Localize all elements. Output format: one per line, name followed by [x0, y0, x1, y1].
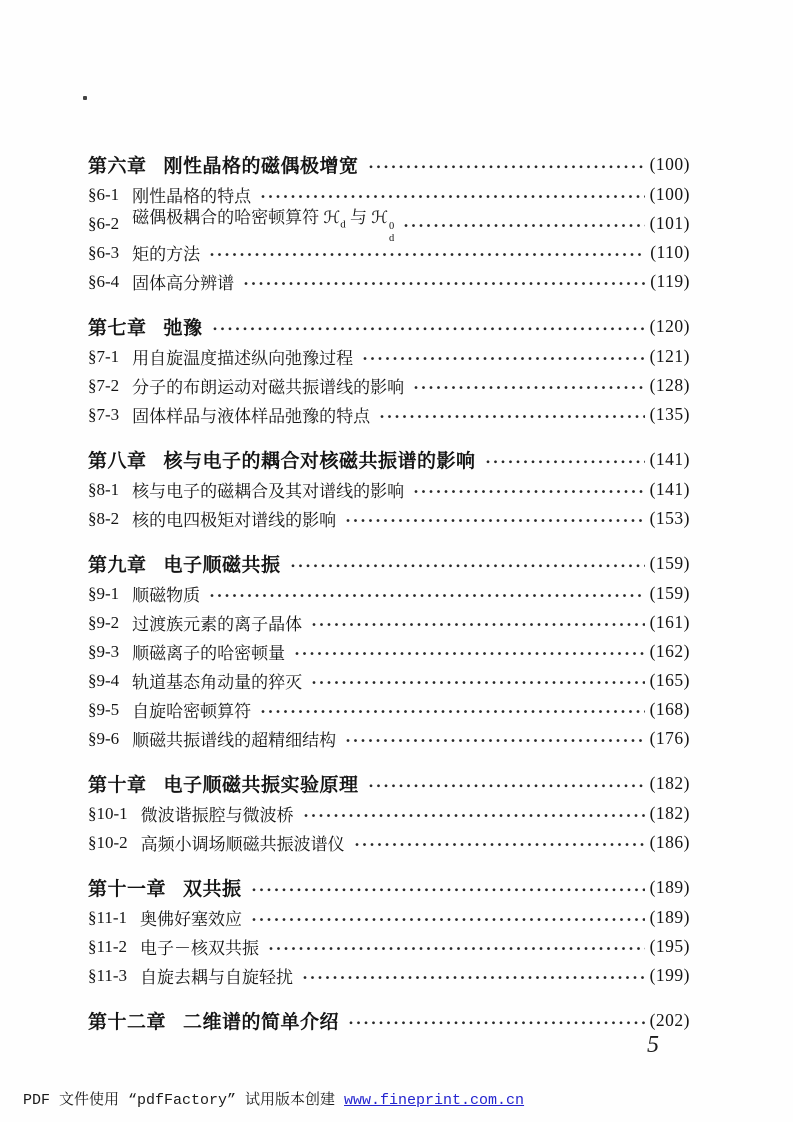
- dot-leader: [413, 481, 644, 498]
- toc-chapter-row: [88, 1004, 690, 1036]
- watermark-link[interactable]: www.fineprint.com.cn: [344, 1092, 525, 1109]
- section-page-number: (135): [649, 404, 690, 424]
- chapter-page-number: (182): [649, 772, 690, 793]
- toc-section-row: [88, 400, 690, 429]
- dot-leader: [303, 805, 645, 822]
- section-page-number: (141): [649, 479, 690, 499]
- section-title: 核的电四极矩对谱线的影响: [132, 511, 337, 530]
- section-page-number: (128): [649, 375, 690, 395]
- section-label: §7-1: [88, 346, 120, 366]
- section-page-number: (101): [649, 213, 690, 233]
- toc-chapter-block: [88, 148, 690, 296]
- chapter-label: 第十章: [88, 774, 147, 796]
- toc-section-row: [88, 608, 690, 637]
- section-label: §6-3: [88, 242, 120, 262]
- sup-sub-stack: 0 d: [389, 221, 395, 244]
- toc-section-row: [88, 371, 690, 400]
- section-page-number: (100): [649, 184, 690, 204]
- section-title: 刚性晶格的特点: [132, 187, 252, 206]
- chapter-title: 核与电子的耦合对核磁共振谱的影响: [163, 450, 476, 472]
- toc-chapter-row: [88, 767, 690, 799]
- section-title: 自旋去耦与自旋轻扰: [140, 968, 294, 987]
- toc-section-row: [88, 637, 690, 666]
- section-page-number: (199): [649, 965, 690, 985]
- section-page-number: (165): [649, 670, 690, 690]
- dot-leader: [209, 585, 644, 602]
- dot-leader: [260, 186, 644, 203]
- section-label: §11-2: [88, 936, 128, 956]
- section-title: 用自旋温度描述纵向弛豫过程: [132, 349, 354, 368]
- toc-chapter-row: [88, 310, 690, 342]
- section-title: 高频小调场顺磁共振波谱仪: [140, 835, 345, 854]
- section-page-number: (121): [649, 346, 690, 366]
- dot-leader: [348, 1011, 645, 1030]
- section-title: 奥佛好塞效应: [140, 910, 243, 929]
- toc-section-row: [88, 208, 690, 244]
- section-label: §8-1: [88, 479, 120, 499]
- toc-section-row: [88, 342, 690, 371]
- toc-section-row: [88, 504, 690, 533]
- section-title: 固体样品与液体样品弛豫的特点: [132, 407, 371, 426]
- hamiltonian-symbol: ℋ: [371, 208, 389, 229]
- toc-section-row: [88, 695, 690, 724]
- toc-chapter-block: [88, 443, 690, 533]
- dot-leader: [354, 834, 645, 851]
- watermark-text: PDF 文件使用 “pdfFactory” 试用版本创建: [23, 1092, 345, 1109]
- section-page-number: (162): [649, 641, 690, 661]
- section-title: [132, 203, 394, 243]
- chapter-title: 双共振: [183, 878, 242, 900]
- section-page-number: (159): [649, 583, 690, 603]
- section-page-number: (161): [649, 612, 690, 632]
- toc-section-row: [88, 961, 690, 990]
- section-title: 顺磁离子的哈密顿量: [132, 644, 286, 663]
- section-page-number: (110): [650, 242, 690, 262]
- toc-chapter-row: [88, 547, 690, 579]
- section-label: §9-4: [88, 670, 120, 690]
- section-label: §7-3: [88, 404, 120, 424]
- toc-section-row: [88, 799, 690, 828]
- dot-leader: [209, 244, 645, 261]
- dot-leader: [212, 317, 645, 336]
- section-label: §9-1: [88, 583, 120, 603]
- section-page-number: (182): [649, 803, 690, 823]
- toc-chapter-block: [88, 547, 690, 753]
- section-page-number: (168): [649, 699, 690, 719]
- chapter-label: 第十一章: [88, 878, 167, 900]
- dot-leader: [362, 348, 644, 365]
- section-label: §7-2: [88, 375, 120, 395]
- section-label: §10-2: [88, 832, 128, 852]
- section-label: §6-4: [88, 271, 120, 291]
- toc-chapter-row: [88, 148, 690, 180]
- section-label: §11-3: [88, 965, 128, 985]
- section-label: §9-6: [88, 728, 120, 748]
- chapter-label: 第十二章: [88, 1011, 167, 1033]
- chapter-title: 电子顺磁共振实验原理: [163, 774, 359, 796]
- dot-leader: [290, 554, 645, 573]
- dot-leader: [311, 614, 644, 631]
- dot-leader: [294, 643, 644, 660]
- section-page-number: (119): [650, 271, 690, 291]
- chapter-title: 刚性晶格的磁偶极增宽: [163, 155, 359, 177]
- section-label: §11-1: [88, 907, 128, 927]
- section-label: §9-5: [88, 699, 120, 719]
- toc-section-row: [88, 579, 690, 608]
- toc-section-row: [88, 666, 690, 695]
- toc-section-row: [88, 267, 690, 296]
- section-label: §6-2: [88, 213, 120, 233]
- toc-chapter-block: [88, 871, 690, 990]
- title-text: 与: [345, 208, 372, 228]
- chapter-label: 第六章: [88, 155, 147, 177]
- hamiltonian-symbol: ℋ: [323, 208, 341, 229]
- section-title: 过渡族元素的离子晶体: [132, 615, 303, 634]
- toc-chapter-row: [88, 443, 690, 475]
- pdf-watermark-footer: [23, 1088, 524, 1109]
- dot-leader: [403, 215, 644, 232]
- dot-leader: [413, 377, 644, 394]
- section-title: 固体高分辨谱: [132, 274, 235, 293]
- section-label: §9-2: [88, 612, 120, 632]
- chapter-title: 电子顺磁共振: [163, 554, 281, 576]
- section-title: 分子的布朗运动对磁共振谱线的影响: [132, 378, 405, 397]
- page-number: 5: [647, 1032, 659, 1058]
- toc-chapter-block: [88, 1004, 690, 1036]
- dot-leader: [368, 774, 645, 793]
- chapter-page-number: (100): [649, 153, 690, 174]
- chapter-label: 第九章: [88, 554, 147, 576]
- toc-chapter-block: [88, 767, 690, 857]
- toc-section-row: [88, 903, 690, 932]
- chapter-title: 弛豫: [163, 317, 203, 339]
- chapter-label: 第七章: [88, 317, 147, 339]
- dot-leader: [345, 510, 644, 527]
- section-page-number: (186): [649, 832, 690, 852]
- title-text: d: [340, 218, 346, 231]
- dot-leader: [268, 938, 645, 955]
- section-title: 电子－核双共振: [140, 939, 260, 958]
- toc-chapter-block: [88, 310, 690, 429]
- section-title: 轨道基态角动量的猝灭: [132, 673, 303, 692]
- section-label: §6-1: [88, 184, 120, 204]
- dot-leader: [260, 701, 644, 718]
- chapter-title: 二维谱的简单介绍: [183, 1011, 340, 1033]
- section-page-number: (189): [649, 907, 690, 927]
- dot-leader: [368, 155, 645, 174]
- title-text: 磁偶极耦合的哈密顿算符: [132, 208, 324, 228]
- toc-section-row: [88, 724, 690, 753]
- section-label: §9-3: [88, 641, 120, 661]
- toc-section-row: [88, 475, 690, 504]
- section-title: 顺磁物质: [132, 586, 201, 605]
- section-title: 微波谐振腔与微波桥: [140, 806, 294, 825]
- section-title: 矩的方法: [132, 245, 201, 264]
- chapter-page-number: (189): [649, 876, 690, 897]
- toc-chapter-row: [88, 871, 690, 903]
- section-page-number: (153): [649, 508, 690, 528]
- dot-leader: [485, 450, 645, 469]
- section-label: §10-1: [88, 803, 128, 823]
- chapter-page-number: (159): [649, 552, 690, 573]
- toc-section-row: [88, 828, 690, 857]
- section-label: §8-2: [88, 508, 120, 528]
- dot-leader: [243, 273, 645, 290]
- dot-leader: [251, 878, 645, 897]
- dot-leader: [251, 909, 645, 926]
- section-title: 自旋哈密顿算符: [132, 702, 252, 721]
- section-title: 顺磁共振谱线的超精细结构: [132, 731, 337, 750]
- scan-artifact-dot: [83, 96, 87, 100]
- dot-leader: [345, 730, 644, 747]
- dot-leader: [302, 967, 645, 984]
- chapter-page-number: (141): [649, 448, 690, 469]
- section-title: 核与电子的磁耦合及其对谱线的影响: [132, 482, 405, 501]
- chapter-label: 第八章: [88, 450, 147, 472]
- section-page-number: (195): [649, 936, 690, 956]
- chapter-page-number: (120): [649, 315, 690, 336]
- chapter-page-number: (202): [649, 1009, 690, 1030]
- dot-leader: [379, 406, 644, 423]
- table-of-contents: [88, 148, 690, 1036]
- dot-leader: [311, 672, 644, 689]
- toc-section-row: [88, 932, 690, 961]
- section-page-number: (176): [649, 728, 690, 748]
